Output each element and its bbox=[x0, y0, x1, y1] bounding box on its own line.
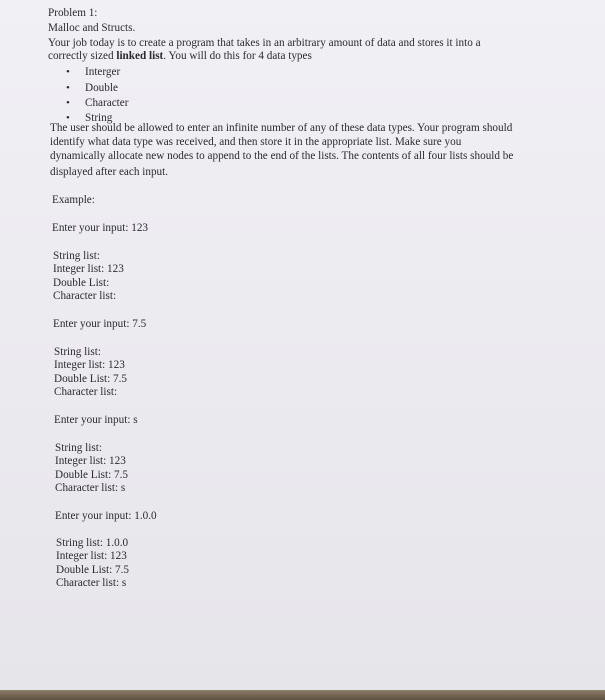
example-output-line: Character list: bbox=[53, 290, 117, 302]
example-output-line: Double List: 7.5 bbox=[54, 373, 128, 385]
para-line-4: displayed after each input. bbox=[50, 166, 169, 178]
para-line-2: identify what data type was received, and then store it in the appropriate list. Make sure you bbox=[50, 136, 462, 148]
example-prompt: Enter your input: 1.0.0 bbox=[55, 510, 157, 522]
linked-list-term: linked list bbox=[116, 50, 164, 62]
bullet-icon: • bbox=[66, 97, 70, 109]
example-output-line: Character list: s bbox=[55, 482, 126, 494]
intro-line-2-post: . You will do this for 4 data types bbox=[163, 50, 312, 62]
type-item-string: String bbox=[85, 112, 113, 124]
example-output-line: Character list: bbox=[54, 386, 118, 398]
example-prompt: Enter your input: 123 bbox=[52, 222, 149, 234]
example-output-line: String list: 1.0.0 bbox=[56, 537, 129, 549]
example-output-line: Integer list: 123 bbox=[55, 455, 126, 467]
problem-heading: Problem 1: bbox=[48, 7, 98, 19]
example-output-line: Integer list: 123 bbox=[53, 263, 124, 275]
bullet-icon: • bbox=[66, 112, 70, 124]
desk-edge bbox=[0, 690, 605, 700]
example-output-line: String list: bbox=[54, 346, 101, 358]
example-output-line: Integer list: 123 bbox=[54, 359, 125, 371]
type-item-character: Character bbox=[85, 97, 129, 109]
example-prompt: Enter your input: s bbox=[54, 414, 138, 426]
type-item-integer: Interger bbox=[85, 66, 121, 78]
example-output-line: String list: bbox=[53, 250, 100, 262]
example-output-line: Double List: 7.5 bbox=[55, 469, 129, 481]
intro-line-1: Your job today is to create a program that takes in an arbitrary amount of data and stores it into a bbox=[48, 37, 481, 49]
example-output-line: Double List: bbox=[53, 277, 110, 289]
example-prompt: Enter your input: 7.5 bbox=[53, 318, 147, 330]
bullet-icon: • bbox=[66, 82, 70, 94]
intro-line-2 bbox=[48, 50, 312, 63]
problem-subheading: Malloc and Structs. bbox=[48, 22, 136, 34]
example-output-line: String list: bbox=[55, 442, 102, 454]
type-item-double: Double bbox=[85, 82, 118, 94]
intro-line-2-pre: correctly sized bbox=[48, 50, 117, 62]
para-line-3: dynamically allocate new nodes to append to the end of the lists. The contents of all four lists should be bbox=[50, 150, 514, 162]
example-output-line: Character list: s bbox=[56, 577, 127, 589]
example-output-line: Integer list: 123 bbox=[56, 550, 127, 562]
example-label: Example: bbox=[52, 194, 95, 206]
bullet-icon: • bbox=[66, 66, 70, 78]
example-output-line: Double List: 7.5 bbox=[56, 564, 130, 576]
para-line-1: The user should be allowed to enter an infinite number of any of these data types. Your program should bbox=[50, 122, 513, 134]
